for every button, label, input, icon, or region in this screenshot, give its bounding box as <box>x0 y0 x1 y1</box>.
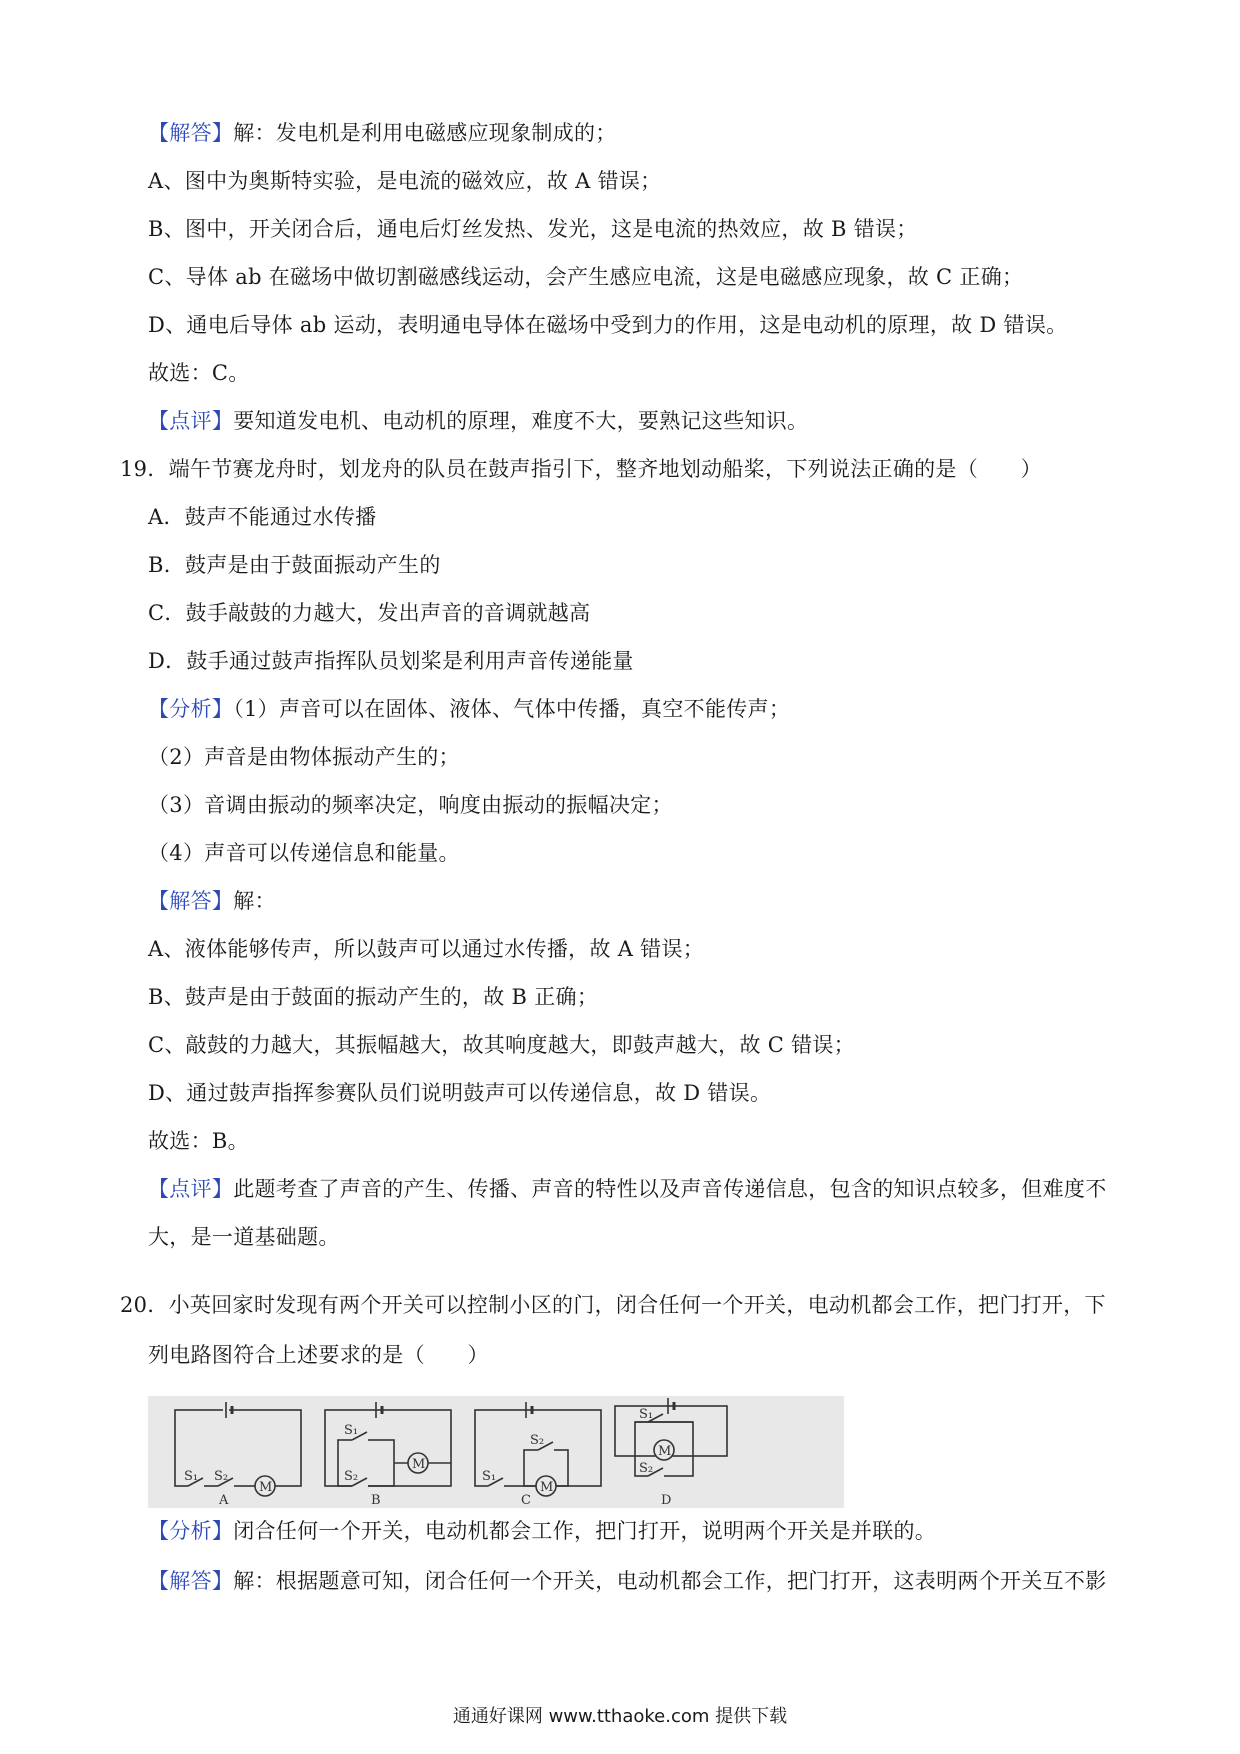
circuit-c-s2-label: S₂ <box>530 1433 545 1448</box>
q20-analysis-line <box>148 1516 936 1546</box>
q19-choice: 故选：B。 <box>148 1129 249 1153</box>
circuit-d <box>615 1398 727 1476</box>
circuit-d-s2-label: S₂ <box>639 1461 654 1476</box>
answer-tag: 【解答】 <box>148 1569 234 1593</box>
circuit-a-s2-label: S₂ <box>214 1469 229 1484</box>
analysis-text: 闭合任何一个开关，电动机都会工作，把门打开，说明两个开关是并联的。 <box>233 1519 937 1543</box>
analysis-point-3: （3）音调由振动的频率决定，响度由振动的振幅决定； <box>148 793 673 817</box>
answer-text: 解：发电机是利用电磁感应现象制成的； <box>233 121 617 145</box>
circuit-b-s2-label: S₂ <box>344 1469 359 1484</box>
comment-line <box>148 406 808 436</box>
circuit-c-s1-label: S₁ <box>482 1469 497 1484</box>
q19-option-d: D．鼓手通过鼓声指挥队员划桨是利用声音传递能量 <box>148 649 634 673</box>
q20-answer-line <box>148 1566 1107 1596</box>
circuit-a-s1-label: S₁ <box>184 1469 199 1484</box>
circuit-d-s1-label: S₁ <box>639 1407 654 1422</box>
analysis-point-2: （2）声音是由物体振动产生的； <box>148 745 460 769</box>
q19-answer-a: A、液体能够传声，所以鼓声可以通过水传播，故 A 错误； <box>148 937 705 961</box>
circuit-c-label: C <box>521 1493 531 1508</box>
answer-text: 解： <box>233 889 276 913</box>
answer-option-d: D、通电后导体 ab 运动，表明通电导体在磁场中受到力的作用，这是电动机的原理，故 D 错误。 <box>148 313 1068 337</box>
answer-tag: 【解答】 <box>148 889 234 913</box>
q19-answer-line <box>148 886 276 916</box>
circuit-a-label: A <box>219 1493 229 1508</box>
page-footer: 通通好课网 www.tthaoke.com 提供下载 <box>452 1706 788 1727</box>
q19-option-c: C．鼓手敲鼓的力越大，发出声音的音调就越高 <box>148 601 591 625</box>
q19-answer-d: D、通过鼓声指挥参赛队员们说明鼓声可以传递信息，故 D 错误。 <box>148 1081 772 1105</box>
circuit-b-motor-label: M <box>412 1457 426 1472</box>
q19-option-a: A．鼓声不能通过水传播 <box>148 505 377 529</box>
q19-comment-line-2: 大，是一道基础题。 <box>148 1225 340 1249</box>
answer-text: 解：根据题意可知，闭合任何一个开关，电动机都会工作，把门打开，这表明两个开关互不影 <box>233 1569 1107 1593</box>
circuit-a-motor-label: M <box>259 1480 273 1495</box>
analysis-tag: 【分析】 <box>148 697 234 721</box>
analysis-point-1: （1）声音可以在固体、液体、气体中传播，真空不能传声； <box>233 697 791 721</box>
answer-tag: 【解答】 <box>148 121 234 145</box>
answer-line <box>148 118 617 148</box>
circuit-b-label: B <box>371 1493 381 1508</box>
answer-option-b: B、图中，开关闭合后，通电后灯丝发热、发光，这是电流的热效应，故 B 错误； <box>148 217 918 241</box>
question-19-stem: 19．端午节赛龙舟时，划龙舟的队员在鼓声指引下，整齐地划动船桨，下列说法正确的是（ ） <box>120 457 1042 481</box>
analysis-tag: 【分析】 <box>148 1519 234 1543</box>
analysis-point-4: （4）声音可以传递信息和能量。 <box>148 841 460 865</box>
circuit-d-motor-label: M <box>658 1444 672 1459</box>
comment-tag: 【点评】 <box>148 1177 234 1201</box>
comment-text: 此题考查了声音的产生、传播、声音的特性以及声音传递信息，包含的知识点较多，但难度不 <box>233 1177 1107 1201</box>
circuit-diagrams-figure <box>148 1396 844 1508</box>
circuit-b-s1-label: S₁ <box>344 1423 359 1438</box>
answer-option-c: C、导体 ab 在磁场中做切割磁感线运动，会产生感应电流，这是电磁感应现象，故 C 正确； <box>148 265 1024 289</box>
comment-tag: 【点评】 <box>148 409 234 433</box>
q19-answer-c: C、敲鼓的力越大，其振幅越大，故其响度越大，即鼓声越大，故 C 错误； <box>148 1033 855 1057</box>
question-20-stem-line-1: 20．小英回家时发现有两个开关可以控制小区的门，闭合任何一个开关，电动机都会工作，把门打开，下 <box>120 1293 1106 1317</box>
choice-line: 故选：C。 <box>148 361 250 385</box>
q19-comment-line-1 <box>148 1174 1107 1204</box>
q19-option-b: B．鼓声是由于鼓面振动产生的 <box>148 553 441 577</box>
comment-text: 要知道发电机、电动机的原理，难度不大，要熟记这些知识。 <box>233 409 809 433</box>
circuit-d-label: D <box>661 1493 672 1508</box>
q19-analysis-line <box>148 694 790 724</box>
q19-answer-b: B、鼓声是由于鼓面的振动产生的，故 B 正确； <box>148 985 599 1009</box>
question-20-stem-line-2: 列电路图符合上述要求的是（ ） <box>148 1343 489 1367</box>
answer-option-a: A、图中为奥斯特实验，是电流的磁效应，故 A 错误； <box>148 169 662 193</box>
circuit-c-motor-label: M <box>540 1480 554 1495</box>
